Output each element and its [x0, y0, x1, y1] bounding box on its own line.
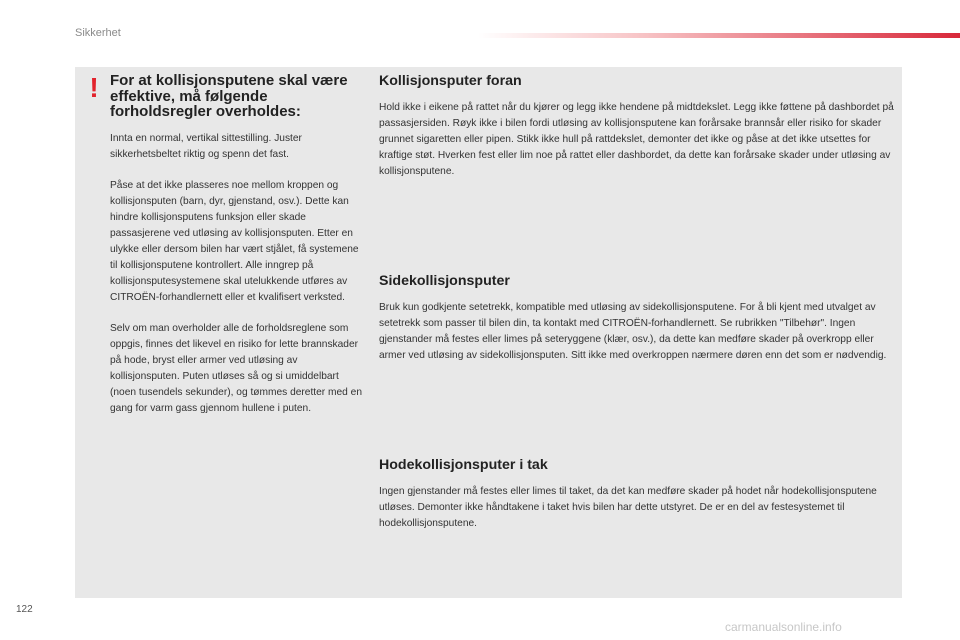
section-front-text: Hold ikke i eikene på rattet når du kjører og legg ikke hendene på midtdekslet. Legg ikke føttene på dashbordet på passasjersiden. Røyk ikke i bilen fordi utløsing av kollisjonsputene kan forårsake brannsår eller risiko for skader grunnet sigaretten eller pipen. Stikk ikke hull på rattdekslet, demonter det ikke og påse at det ikke utsettes for kraftige støt. Hverken fest eller lim noe på rattet eller dashbordet, da dette kan forårsake skader under utløsing av kollisjonsputene.: [379, 102, 894, 177]
header-accent-bar: [478, 33, 960, 38]
page-number: 122: [16, 604, 33, 615]
warning-column: [110, 73, 365, 417]
section-side-text: Bruk kun godkjente setetrekk, kompatible med utløsing av sidekollisjonsputene. For å bli kjent med utvalget av setetrekk som passer til bilen din, ta kontakt med CITROËN-forhandlernett. Se rubrikken "Tilbehør". Ingen gjenstander må festes eller limes på seteryggene (klær, osv.), da dette kan medføre skader på overkropp eller armer ved utløsing av sidekollisjonsputen. Sitt ikke med overkroppen nærmere døren enn det som er nødvendig.: [379, 302, 887, 361]
section-side-title: Sidekollisjonsputer: [379, 273, 510, 289]
section-front-title: Kollisjonsputer foran: [379, 73, 522, 89]
warning-paragraph-2: Påse at det ikke plasseres noe mellom kroppen og kollisjonsputen (barn, dyr, gjenstand, osv.). Dette kan hindre kollisjonsputens funksjon eller skade passasjerene ved utløsing av kollisjonsputen. Etter en ulykke eller dersom bilen har vært stjålet, få systemene til kollisjonsputene kontrollert. Alle inngrep på kollisjonsputesystemene skal utelukkende utføres av CITROËN-forhandlernett eller et kvalifisert verksted.: [110, 179, 359, 303]
section-side-airbags: [379, 273, 899, 364]
warning-title: For at kollisjonsputene skal være effektive, må følgende forholdsregler overholdes:: [110, 72, 348, 120]
section-head-title: Hodekollisjonsputer i tak: [379, 457, 548, 473]
warning-paragraph-1: Innta en normal, vertikal sittestilling. Juster sikkerhetsbeltet riktig og spenn det fast.: [110, 132, 302, 160]
section-head-text: Ingen gjenstander må festes eller limes til taket, da det kan medføre skader på hodet når hodekollisjonsputene utløses. Demonter ikke håndtakene i taket hvis bilen har dette utstyret. De er en del av festesystemet til hodekollisjonsputene.: [379, 486, 877, 529]
watermark: carmanualsonline.info: [725, 620, 842, 634]
section-head-airbags: [379, 457, 899, 532]
section-front-airbags: [379, 73, 899, 180]
exclamation-icon: !: [89, 72, 99, 103]
warning-paragraph-3: Selv om man overholder alle de forholdsreglene som oppgis, finnes det likevel en risiko for lette brannskader på hode, bryst eller armer ved utløsing av kollisjonsputen. Puten utløses så og si umiddelbart (noen tusendels sekunder), og tømmes deretter med en gang for varm gass gjennom hullene i puten.: [110, 322, 362, 414]
section-label: Sikkerhet: [75, 27, 121, 39]
